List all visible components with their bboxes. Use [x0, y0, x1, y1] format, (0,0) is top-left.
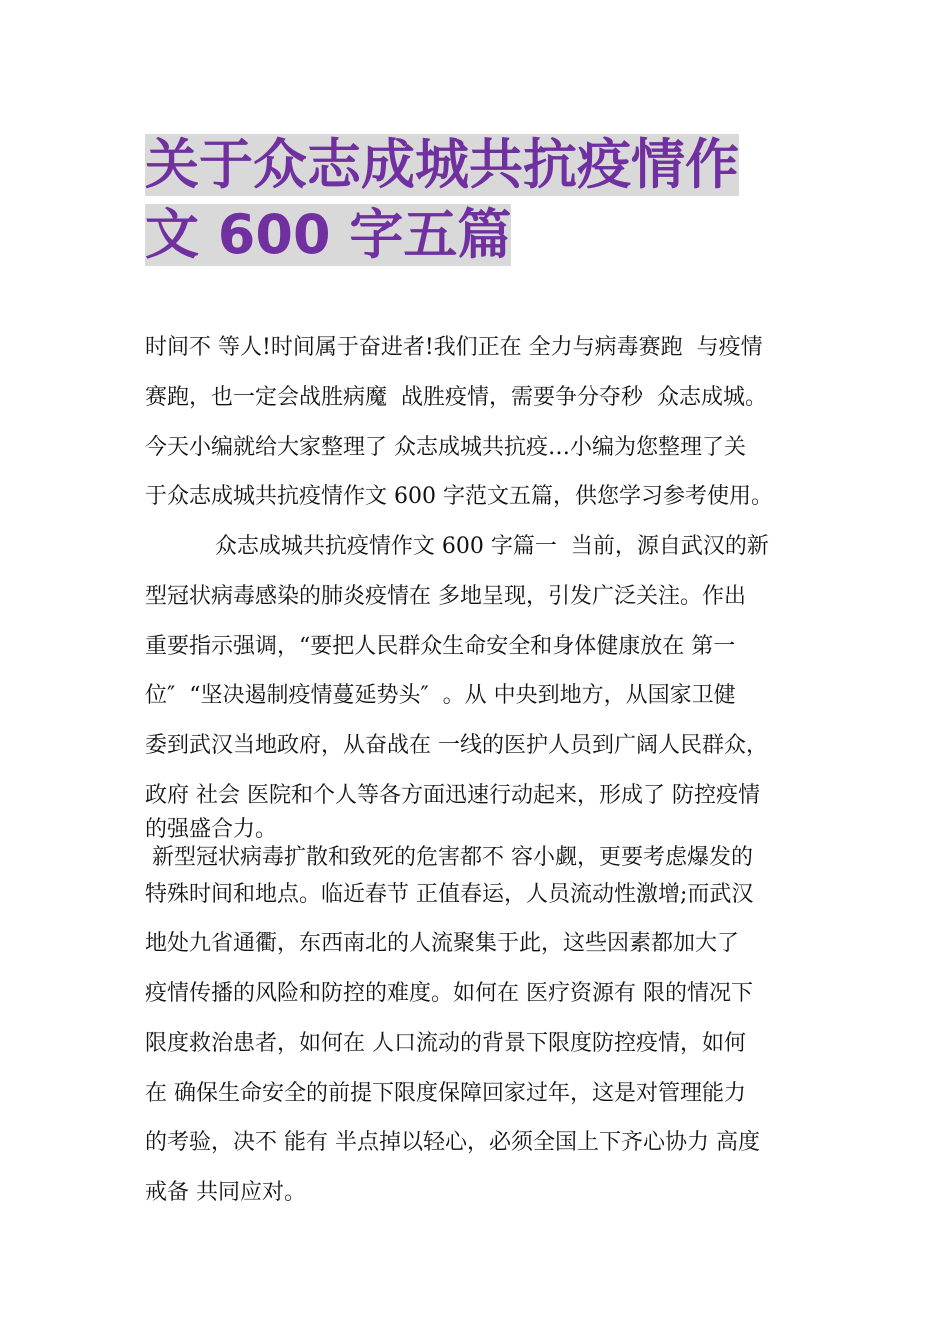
- body-line-13: 特殊时间和地点。临近春节 正值春运，人员流动性激增;而武汉: [145, 882, 754, 907]
- body-line-5: 众志成城共抗疫情作文 600 字篇一 当前，源自武汉的新: [145, 534, 769, 559]
- body-line-11: 的强盛合力。: [145, 817, 278, 842]
- body-line-8: 位″ “坚决遏制疫情蔓延势头″ 。从 中央到地方，从国家卫健: [145, 683, 736, 708]
- body-line-3: 今天小编就给大家整理了 众志成城共抗疫…小编为您整理了关: [145, 435, 746, 460]
- body-line-14: 地处九省通衢，东西南北的人流聚集于此，这些因素都加大了: [145, 931, 740, 956]
- document-title-line-1: 关于众志成城共抗疫情作: [145, 133, 739, 196]
- body-line-15: 疫情传播的风险和防控的难度。如何在 医疗资源有 限的情况下: [145, 981, 753, 1006]
- body-line-16: 限度救治患者，如何在 人口流动的背景下限度防控疫情，如何: [145, 1031, 746, 1056]
- body-line-12: 新型冠状病毒扩散和致死的危害都不 容小觑，更要考虑爆发的: [145, 845, 753, 870]
- body-line-7: 重要指示强调，“要把人民群众生命安全和身体健康放在 第一: [145, 634, 736, 659]
- body-line-1: 时间不 等人!时间属于奋进者!我们正在 全力与病毒赛跑 与疫情: [145, 335, 763, 360]
- body-line-4: 于众志成城共抗疫情作文 600 字范文五篇，供您学习参考使用。: [145, 484, 773, 509]
- body-line-6: 型冠状病毒感染的肺炎疫情在 多地呈现，引发广泛关注。作出: [145, 584, 746, 609]
- body-line-19: 戒备 共同应对。: [145, 1180, 306, 1205]
- body-line-2: 赛跑，也一定会战胜病魔 战胜疫情，需要争分夺秒 众志成城。: [145, 385, 767, 410]
- body-line-10: 政府 社会 医院和个人等各方面迅速行动起来，形成了 防控疫情: [145, 783, 760, 808]
- body-line-17: 在 确保生命安全的前提下限度保障回家过年，这是对管理能力: [145, 1081, 746, 1106]
- body-line-9: 委到武汉当地政府，从奋战在 一线的医护人员到广阔人民群众，: [145, 733, 768, 758]
- body-line-18: 的考验，决不 能有 半点掉以轻心，必须全国上下齐心协力 高度: [145, 1130, 760, 1155]
- document-title-line-2: 文 600 字五篇: [145, 203, 512, 266]
